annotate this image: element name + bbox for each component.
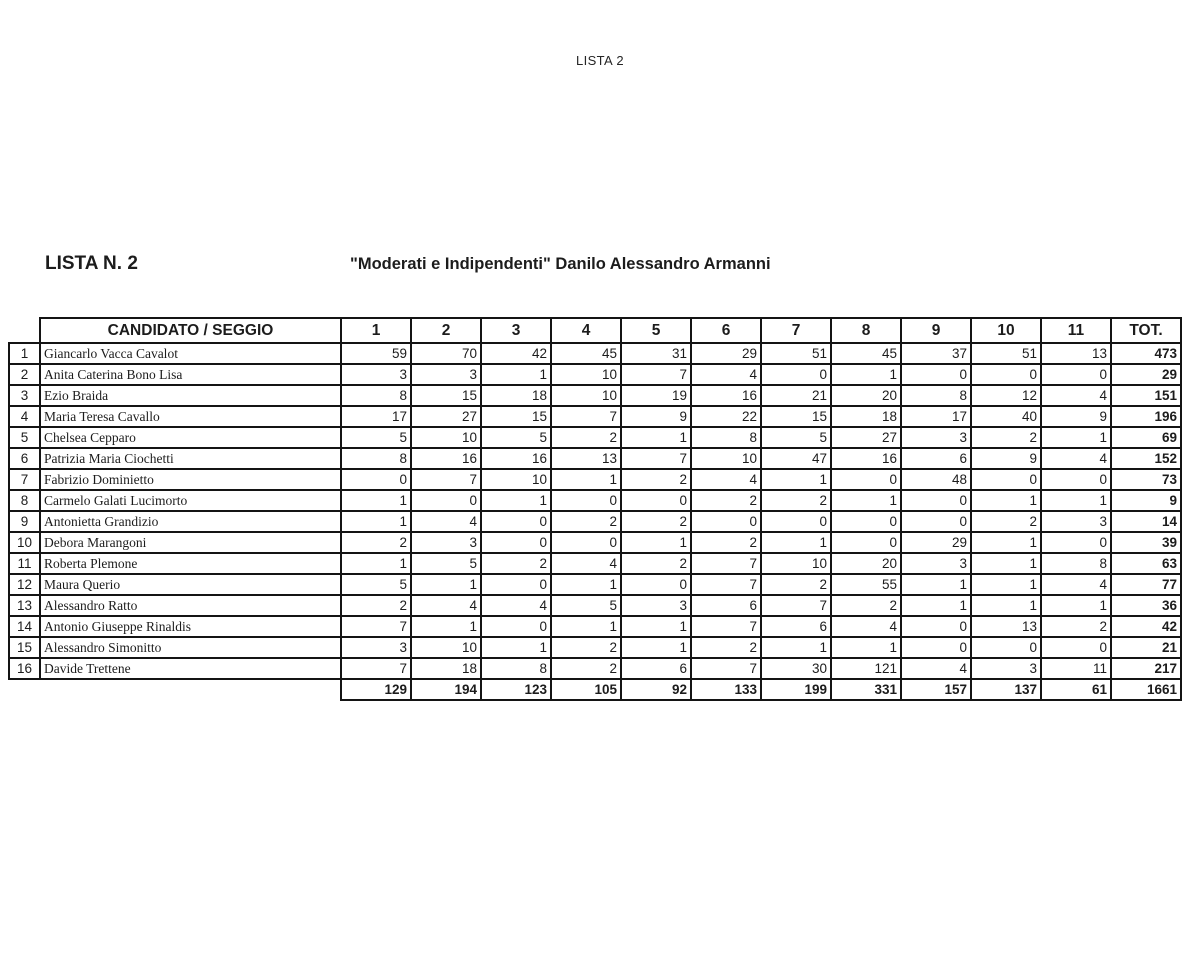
vote-cell: 1 — [901, 574, 971, 595]
candidate-name: Chelsea Cepparo — [40, 427, 341, 448]
vote-cell: 48 — [901, 469, 971, 490]
vote-cell: 0 — [831, 469, 901, 490]
vote-cell: 3 — [1041, 511, 1111, 532]
table-header-row — [9, 318, 1181, 343]
table-row — [9, 658, 1181, 679]
page-header-label: LISTA 2 — [575, 53, 625, 68]
vote-cell: 42 — [481, 343, 551, 364]
vote-cell: 0 — [971, 364, 1041, 385]
vote-cell: 2 — [621, 553, 691, 574]
vote-cell: 0 — [831, 511, 901, 532]
vote-cell: 29 — [901, 532, 971, 553]
candidate-name: Patrizia Maria Ciochetti — [40, 448, 341, 469]
vote-cell: 9 — [1041, 406, 1111, 427]
vote-cell: 1 — [971, 532, 1041, 553]
vote-cell: 1 — [551, 616, 621, 637]
vote-cell: 16 — [481, 448, 551, 469]
vote-cell: 0 — [1041, 364, 1111, 385]
vote-cell: 0 — [971, 469, 1041, 490]
vote-cell: 8 — [341, 448, 411, 469]
row-total: 63 — [1111, 553, 1181, 574]
table-row — [9, 469, 1181, 490]
vote-cell: 0 — [1041, 532, 1111, 553]
vote-cell: 1 — [481, 364, 551, 385]
vote-cell: 5 — [761, 427, 831, 448]
row-total: 152 — [1111, 448, 1181, 469]
vote-cell: 4 — [1041, 448, 1111, 469]
column-total: 133 — [691, 679, 761, 700]
vote-cell: 30 — [761, 658, 831, 679]
vote-cell: 3 — [411, 364, 481, 385]
row-total: 21 — [1111, 637, 1181, 658]
vote-cell: 47 — [761, 448, 831, 469]
candidate-name: Alessandro Ratto — [40, 595, 341, 616]
table-row — [9, 490, 1181, 511]
vote-cell: 1 — [621, 427, 691, 448]
candidate-name: Ezio Braida — [40, 385, 341, 406]
table-row — [9, 385, 1181, 406]
vote-cell: 10 — [691, 448, 761, 469]
seggio-header: 6 — [691, 318, 761, 343]
vote-cell: 7 — [341, 616, 411, 637]
vote-cell: 3 — [411, 532, 481, 553]
vote-cell: 8 — [341, 385, 411, 406]
vote-cell: 29 — [691, 343, 761, 364]
vote-cell: 0 — [831, 532, 901, 553]
candidate-name: Giancarlo Vacca Cavalot — [40, 343, 341, 364]
row-total: 14 — [1111, 511, 1181, 532]
vote-cell: 20 — [831, 385, 901, 406]
vote-cell: 1 — [551, 469, 621, 490]
vote-cell: 7 — [411, 469, 481, 490]
vote-cell: 1 — [411, 574, 481, 595]
vote-cell: 1 — [341, 511, 411, 532]
vote-cell: 3 — [901, 553, 971, 574]
seggio-header: 11 — [1041, 318, 1111, 343]
row-total: 69 — [1111, 427, 1181, 448]
vote-cell: 45 — [831, 343, 901, 364]
vote-cell: 1 — [761, 637, 831, 658]
vote-cell: 2 — [691, 490, 761, 511]
vote-cell: 0 — [481, 616, 551, 637]
vote-cell: 1 — [621, 616, 691, 637]
column-total: 123 — [481, 679, 551, 700]
row-number: 3 — [9, 385, 40, 406]
vote-cell: 4 — [831, 616, 901, 637]
table-row — [9, 574, 1181, 595]
vote-cell: 22 — [691, 406, 761, 427]
vote-cell: 4 — [481, 595, 551, 616]
row-total: 9 — [1111, 490, 1181, 511]
vote-cell: 3 — [341, 364, 411, 385]
vote-cell: 7 — [691, 574, 761, 595]
column-total: 105 — [551, 679, 621, 700]
vote-cell: 4 — [1041, 385, 1111, 406]
row-number: 7 — [9, 469, 40, 490]
list-heading-row — [0, 253, 1200, 275]
vote-cell: 2 — [551, 427, 621, 448]
row-number: 13 — [9, 595, 40, 616]
column-total: 157 — [901, 679, 971, 700]
seggio-header: 3 — [481, 318, 551, 343]
vote-cell: 0 — [621, 490, 691, 511]
vote-cell: 16 — [691, 385, 761, 406]
vote-cell: 8 — [691, 427, 761, 448]
vote-cell: 0 — [901, 637, 971, 658]
vote-cell: 2 — [971, 427, 1041, 448]
vote-cell: 9 — [621, 406, 691, 427]
row-number: 8 — [9, 490, 40, 511]
vote-cell: 4 — [411, 595, 481, 616]
table-row — [9, 406, 1181, 427]
vote-cell: 51 — [971, 343, 1041, 364]
vote-cell: 0 — [901, 364, 971, 385]
vote-cell: 2 — [341, 595, 411, 616]
vote-cell: 45 — [551, 343, 621, 364]
vote-cell: 1 — [831, 364, 901, 385]
table-row — [9, 532, 1181, 553]
vote-cell: 6 — [691, 595, 761, 616]
row-number: 6 — [9, 448, 40, 469]
vote-cell: 4 — [691, 364, 761, 385]
results-table — [8, 317, 1182, 701]
vote-cell: 7 — [691, 658, 761, 679]
vote-cell: 18 — [481, 385, 551, 406]
candidate-name: Carmelo Galati Lucimorto — [40, 490, 341, 511]
corner-spacer — [9, 318, 40, 343]
candidate-name: Roberta Plemone — [40, 553, 341, 574]
table-row — [9, 364, 1181, 385]
vote-cell: 0 — [761, 364, 831, 385]
vote-cell: 121 — [831, 658, 901, 679]
table-row — [9, 511, 1181, 532]
vote-cell: 1 — [831, 637, 901, 658]
vote-cell: 18 — [411, 658, 481, 679]
vote-cell: 3 — [971, 658, 1041, 679]
totals-spacer — [9, 679, 341, 700]
row-total: 36 — [1111, 595, 1181, 616]
vote-cell: 7 — [551, 406, 621, 427]
row-number: 11 — [9, 553, 40, 574]
vote-cell: 1 — [411, 616, 481, 637]
vote-cell: 1 — [971, 553, 1041, 574]
vote-cell: 6 — [901, 448, 971, 469]
vote-cell: 1 — [341, 553, 411, 574]
vote-cell: 0 — [1041, 469, 1111, 490]
candidate-name: Maura Querio — [40, 574, 341, 595]
column-total: 61 — [1041, 679, 1111, 700]
vote-cell: 4 — [411, 511, 481, 532]
vote-cell: 8 — [481, 658, 551, 679]
vote-cell: 0 — [761, 511, 831, 532]
candidate-seggio-header: CANDIDATO / SEGGIO — [40, 318, 341, 343]
vote-cell: 1 — [831, 490, 901, 511]
vote-cell: 8 — [1041, 553, 1111, 574]
seggio-header: 1 — [341, 318, 411, 343]
vote-cell: 31 — [621, 343, 691, 364]
vote-cell: 1 — [1041, 490, 1111, 511]
row-total: 196 — [1111, 406, 1181, 427]
column-total: 129 — [341, 679, 411, 700]
seggio-header: 7 — [761, 318, 831, 343]
table-row — [9, 616, 1181, 637]
vote-cell: 2 — [621, 469, 691, 490]
seggio-header: 8 — [831, 318, 901, 343]
vote-cell: 3 — [341, 637, 411, 658]
vote-cell: 13 — [551, 448, 621, 469]
vote-cell: 1 — [971, 595, 1041, 616]
table-row — [9, 427, 1181, 448]
vote-cell: 0 — [691, 511, 761, 532]
row-number: 10 — [9, 532, 40, 553]
vote-cell: 17 — [901, 406, 971, 427]
vote-cell: 13 — [971, 616, 1041, 637]
vote-cell: 4 — [901, 658, 971, 679]
vote-cell: 0 — [481, 574, 551, 595]
vote-cell: 7 — [621, 364, 691, 385]
vote-cell: 2 — [691, 637, 761, 658]
vote-cell: 7 — [691, 616, 761, 637]
vote-cell: 1 — [761, 532, 831, 553]
table-row — [9, 343, 1181, 364]
vote-cell: 11 — [1041, 658, 1111, 679]
vote-cell: 5 — [341, 574, 411, 595]
row-number: 15 — [9, 637, 40, 658]
vote-cell: 8 — [901, 385, 971, 406]
candidate-name: Alessandro Simonitto — [40, 637, 341, 658]
vote-cell: 19 — [621, 385, 691, 406]
table-row — [9, 637, 1181, 658]
vote-cell: 2 — [481, 553, 551, 574]
vote-cell: 2 — [971, 511, 1041, 532]
vote-cell: 6 — [761, 616, 831, 637]
seggio-header: 10 — [971, 318, 1041, 343]
vote-cell: 0 — [551, 490, 621, 511]
vote-cell: 1 — [971, 574, 1041, 595]
row-number: 12 — [9, 574, 40, 595]
vote-cell: 9 — [971, 448, 1041, 469]
vote-cell: 1 — [1041, 595, 1111, 616]
column-total: 137 — [971, 679, 1041, 700]
vote-cell: 0 — [341, 469, 411, 490]
vote-cell: 12 — [971, 385, 1041, 406]
candidate-name: Antonio Giuseppe Rinaldis — [40, 616, 341, 637]
vote-cell: 2 — [621, 511, 691, 532]
vote-cell: 2 — [761, 574, 831, 595]
vote-cell: 13 — [1041, 343, 1111, 364]
vote-cell: 10 — [411, 427, 481, 448]
seggio-header: 4 — [551, 318, 621, 343]
vote-cell: 1 — [761, 469, 831, 490]
row-total: 151 — [1111, 385, 1181, 406]
vote-cell: 6 — [621, 658, 691, 679]
vote-cell: 15 — [761, 406, 831, 427]
vote-cell: 2 — [551, 658, 621, 679]
vote-cell: 10 — [551, 364, 621, 385]
vote-cell: 59 — [341, 343, 411, 364]
vote-cell: 7 — [621, 448, 691, 469]
vote-cell: 55 — [831, 574, 901, 595]
row-number: 9 — [9, 511, 40, 532]
vote-cell: 0 — [901, 490, 971, 511]
vote-cell: 1 — [481, 637, 551, 658]
table-body — [9, 343, 1181, 679]
vote-cell: 4 — [691, 469, 761, 490]
vote-cell: 2 — [551, 511, 621, 532]
row-total: 473 — [1111, 343, 1181, 364]
row-number: 2 — [9, 364, 40, 385]
table-row — [9, 595, 1181, 616]
vote-cell: 0 — [1041, 637, 1111, 658]
row-number: 16 — [9, 658, 40, 679]
vote-cell: 1 — [971, 490, 1041, 511]
vote-cell: 5 — [551, 595, 621, 616]
vote-cell: 0 — [621, 574, 691, 595]
vote-cell: 10 — [481, 469, 551, 490]
vote-cell: 3 — [621, 595, 691, 616]
vote-cell: 5 — [341, 427, 411, 448]
vote-cell: 27 — [831, 427, 901, 448]
vote-cell: 15 — [411, 385, 481, 406]
row-number: 5 — [9, 427, 40, 448]
vote-cell: 15 — [481, 406, 551, 427]
vote-cell: 2 — [691, 532, 761, 553]
seggio-header: 2 — [411, 318, 481, 343]
table-row — [9, 448, 1181, 469]
vote-cell: 2 — [341, 532, 411, 553]
row-number: 1 — [9, 343, 40, 364]
grand-total: 1661 — [1111, 679, 1181, 700]
vote-cell: 40 — [971, 406, 1041, 427]
vote-cell: 27 — [411, 406, 481, 427]
vote-cell: 1 — [621, 637, 691, 658]
list-title: "Moderati e Indipendenti" Danilo Alessandro Armanni — [350, 255, 771, 273]
vote-cell: 0 — [481, 511, 551, 532]
vote-cell: 2 — [551, 637, 621, 658]
table-row — [9, 553, 1181, 574]
vote-cell: 10 — [411, 637, 481, 658]
row-total: 217 — [1111, 658, 1181, 679]
list-number-heading: LISTA N. 2 — [45, 253, 138, 274]
candidate-name: Anita Caterina Bono Lisa — [40, 364, 341, 385]
vote-cell: 0 — [901, 511, 971, 532]
column-total: 331 — [831, 679, 901, 700]
vote-cell: 1 — [551, 574, 621, 595]
vote-cell: 2 — [761, 490, 831, 511]
vote-cell: 1 — [1041, 427, 1111, 448]
row-number: 14 — [9, 616, 40, 637]
vote-cell: 0 — [551, 532, 621, 553]
candidate-name: Davide Trettene — [40, 658, 341, 679]
vote-cell: 37 — [901, 343, 971, 364]
vote-cell: 18 — [831, 406, 901, 427]
candidate-name: Antonietta Grandizio — [40, 511, 341, 532]
vote-cell: 21 — [761, 385, 831, 406]
vote-cell: 20 — [831, 553, 901, 574]
seggio-header: 9 — [901, 318, 971, 343]
vote-cell: 4 — [1041, 574, 1111, 595]
vote-cell: 3 — [901, 427, 971, 448]
vote-cell: 10 — [551, 385, 621, 406]
vote-cell: 16 — [831, 448, 901, 469]
vote-cell: 51 — [761, 343, 831, 364]
vote-cell: 0 — [971, 637, 1041, 658]
vote-cell: 1 — [901, 595, 971, 616]
candidate-name: Debora Marangoni — [40, 532, 341, 553]
vote-cell: 16 — [411, 448, 481, 469]
column-total: 194 — [411, 679, 481, 700]
vote-cell: 2 — [831, 595, 901, 616]
column-total: 199 — [761, 679, 831, 700]
row-total: 42 — [1111, 616, 1181, 637]
candidate-name: Maria Teresa Cavallo — [40, 406, 341, 427]
vote-cell: 7 — [761, 595, 831, 616]
vote-cell: 1 — [341, 490, 411, 511]
vote-cell: 7 — [691, 553, 761, 574]
candidate-name: Fabrizio Dominietto — [40, 469, 341, 490]
vote-cell: 0 — [481, 532, 551, 553]
total-header: TOT. — [1111, 318, 1181, 343]
vote-cell: 0 — [411, 490, 481, 511]
row-number: 4 — [9, 406, 40, 427]
row-total: 29 — [1111, 364, 1181, 385]
row-total: 77 — [1111, 574, 1181, 595]
vote-cell: 5 — [481, 427, 551, 448]
vote-cell: 5 — [411, 553, 481, 574]
vote-cell: 70 — [411, 343, 481, 364]
row-total: 39 — [1111, 532, 1181, 553]
column-total: 92 — [621, 679, 691, 700]
vote-cell: 1 — [481, 490, 551, 511]
vote-cell: 0 — [901, 616, 971, 637]
vote-cell: 4 — [551, 553, 621, 574]
vote-cell: 17 — [341, 406, 411, 427]
vote-cell: 1 — [621, 532, 691, 553]
vote-cell: 7 — [341, 658, 411, 679]
row-total: 73 — [1111, 469, 1181, 490]
vote-cell: 2 — [1041, 616, 1111, 637]
vote-cell: 10 — [761, 553, 831, 574]
seggio-header: 5 — [621, 318, 691, 343]
totals-row — [9, 679, 1181, 700]
